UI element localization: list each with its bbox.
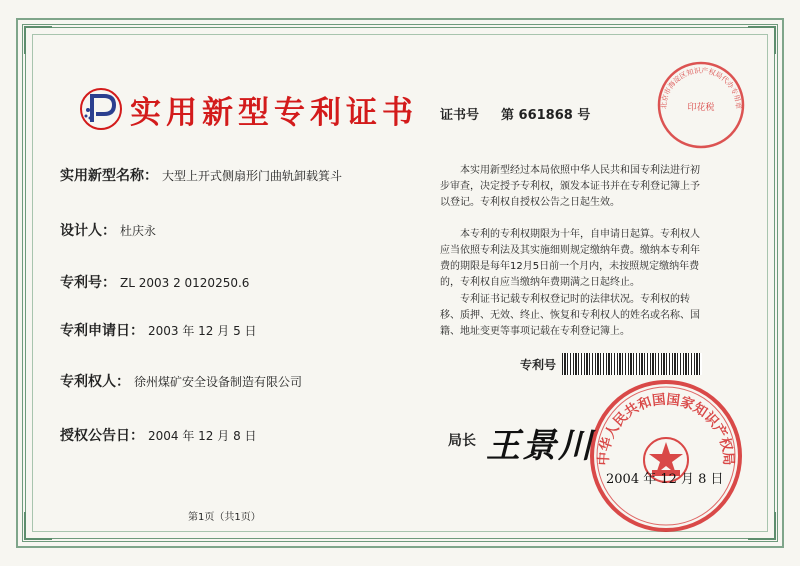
field-application-date — [60, 320, 257, 340]
field-label: 专利号： — [60, 275, 116, 291]
field-designer — [60, 220, 156, 240]
field-patentee — [60, 371, 302, 391]
field-value: 杜庆永 — [120, 224, 157, 238]
field-label: 设计人： — [60, 223, 116, 239]
field-grant-date — [60, 425, 257, 445]
certificate-number — [440, 104, 590, 123]
corner-ornament — [748, 26, 776, 54]
patent-office-logo-icon — [78, 86, 124, 132]
page-indicator: 第1页（共1页） — [188, 512, 261, 523]
office-seal-large — [588, 378, 744, 534]
field-label: 实用新型名称： — [60, 168, 158, 184]
field-value: ZL 2003 2 0120250.6 — [120, 276, 250, 290]
director-label: 局长 — [448, 433, 476, 449]
body-paragraph: 专利证书记载专利权登记时的法律状况。专利权的转移、质押、无效、终止、恢复和专利权人的姓名或名称、国籍、地址变更等事项记载在专利登记簿上。 — [440, 294, 700, 337]
svg-text:印花税: 印花税 — [687, 103, 715, 113]
svg-text:北京市海淀区知识产权局代办专用章: 北京市海淀区知识产权局代办专用章 — [659, 66, 743, 110]
body-paragraph: 本实用新型经过本局依照中华人民共和国专利法进行初步审查，决定授予专利权，颁发本证书并在专利登记簿上予以登记。专利权自授权公告之日起生效。 — [440, 165, 700, 208]
certificate-number-value: 第 661868 号 — [501, 108, 591, 123]
certificate-number-label: 证书号 — [440, 108, 480, 123]
certificate-title: 实用新型专利证书 — [130, 94, 418, 131]
issue-date: 2004 年 12 月 8 日 — [606, 472, 724, 487]
svg-text:中华人民共和国国家知识产权局: 中华人民共和国国家知识产权局 — [595, 391, 737, 466]
corner-ornament — [24, 26, 52, 54]
field-patent-number — [60, 272, 249, 292]
field-value: 2004 年 12 月 8 日 — [148, 429, 257, 443]
director-signature: 王景川 — [486, 426, 594, 466]
field-utility-model-name — [60, 165, 342, 185]
field-value: 徐州煤矿安全设备制造有限公司 — [134, 375, 303, 389]
corner-ornament — [24, 512, 52, 540]
field-value: 大型上开式侧扇形门曲轨卸载箕斗 — [162, 169, 343, 183]
certificate-header — [78, 86, 418, 132]
body-paragraph: 本专利的专利权期限为十年，自申请日起算。专利权人应当依照专利法及其实施细则规定缴纳年费。缴纳本专利年费的期限是每年12月5日前一个月内，未按照规定缴纳年费的，专利权自应当缴纳年费期满之日起终止。 — [440, 229, 700, 288]
patent-number-label: 专利号 — [520, 358, 557, 372]
field-label: 授权公告日： — [60, 428, 144, 444]
field-label: 专利申请日： — [60, 323, 144, 339]
barcode — [562, 353, 702, 375]
agency-seal-small — [656, 60, 746, 150]
field-value: 2003 年 12 月 5 日 — [148, 324, 257, 338]
field-label: 专利权人： — [60, 374, 130, 390]
corner-ornament — [748, 512, 776, 540]
